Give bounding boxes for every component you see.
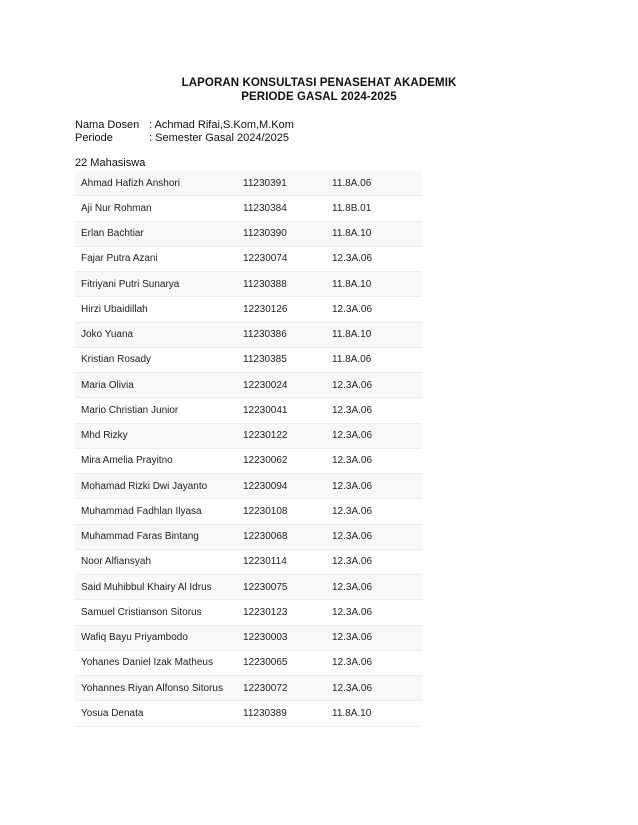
student-name: Muhammad Fadhlan Ilyasa: [81, 505, 202, 517]
student-name: Said Muhibbul Khairy Al Idrus: [81, 581, 212, 593]
student-nim: 12230122: [243, 430, 288, 442]
student-nim: 11230385: [243, 354, 287, 366]
periode-label: Periode: [75, 132, 113, 144]
student-name: Aji Nur Rohman: [81, 202, 152, 214]
student-nim: 11230388: [243, 278, 287, 290]
student-row: [75, 550, 422, 575]
student-name: Yohanes Daniel Izak Matheus: [81, 657, 213, 669]
student-nim: 12230003: [243, 632, 288, 644]
student-kelas: 12.3A.06: [332, 606, 373, 618]
periode-value: : Semester Gasal 2024/2025: [149, 132, 290, 144]
student-kelas: 12.3A.06: [332, 581, 373, 593]
student-kelas: 11.8A.10: [332, 707, 372, 719]
student-row: [75, 247, 422, 272]
report-title: [0, 76, 638, 104]
student-nim: 12230108: [243, 505, 288, 517]
student-row: [75, 171, 422, 196]
student-name: Mohamad Rizki Dwi Jayanto: [81, 480, 208, 492]
student-row: [75, 424, 422, 449]
student-kelas: 12.3A.06: [332, 404, 373, 416]
dosen-label: Nama Dosen: [75, 119, 140, 131]
student-kelas: 12.3A.06: [332, 303, 373, 315]
student-name: Muhammad Faras Bintang: [81, 531, 199, 543]
student-kelas: 12.3A.06: [332, 379, 373, 391]
student-nim: 12230062: [243, 455, 288, 467]
student-kelas: 11.8B.01: [332, 202, 372, 214]
student-row: [75, 348, 422, 373]
student-nim: 11230389: [243, 707, 287, 719]
student-nim: 12230068: [243, 531, 288, 543]
student-row: [75, 676, 422, 701]
student-row: [75, 272, 422, 297]
student-kelas: 12.3A.06: [332, 531, 373, 543]
student-kelas: 12.3A.06: [332, 253, 373, 265]
student-name: Mario Christian Junior: [81, 404, 179, 416]
student-row: [75, 626, 422, 651]
student-nim: 11230384: [243, 202, 287, 214]
report-title-line2: PERIODE GASAL 2024-2025: [241, 91, 397, 103]
student-nim: 12230041: [243, 404, 288, 416]
student-name: Erlan Bachtiar: [81, 228, 144, 240]
student-name: Mhd Rizky: [81, 430, 128, 442]
student-kelas: 11.8A.10: [332, 329, 372, 341]
student-row: [75, 297, 422, 322]
student-row: [75, 222, 422, 247]
student-kelas: 12.3A.06: [332, 632, 373, 644]
student-name: Noor Alfiansyah: [81, 556, 152, 568]
student-row: [75, 701, 422, 726]
student-nim: 12230075: [243, 581, 288, 593]
student-name: Yohannes Riyan Alfonso Sitorus: [81, 682, 223, 694]
student-row: [75, 474, 422, 499]
student-kelas: 12.3A.06: [332, 682, 373, 694]
student-kelas: 11.8A.06: [332, 177, 372, 189]
student-nim: 12230065: [243, 657, 288, 669]
student-kelas: 12.3A.06: [332, 556, 373, 568]
student-name: Kristian Rosady: [81, 354, 152, 366]
student-kelas: 11.8A.10: [332, 228, 372, 240]
report-title-line1: LAPORAN KONSULTASI PENASEHAT AKADEMIK: [181, 77, 457, 89]
student-name: Samuel Cristianson Sitorus: [81, 606, 202, 618]
student-nim: 12230123: [243, 606, 288, 618]
student-row: [75, 600, 422, 625]
student-name: Mira Amelia Prayitno: [81, 455, 173, 467]
student-name: Yosua Denata: [81, 707, 144, 719]
student-row: [75, 525, 422, 550]
student-kelas: 11.8A.10: [332, 278, 372, 290]
student-nim: 11230386: [243, 329, 287, 341]
student-row: [75, 373, 422, 398]
student-nim: 12230074: [243, 253, 288, 265]
student-nim: 12230072: [243, 682, 288, 694]
student-nim: 12230126: [243, 303, 288, 315]
student-nim: 11230390: [243, 228, 287, 240]
student-name: Ahmad Hafizh Anshori: [81, 177, 180, 189]
student-nim: 12230024: [243, 379, 288, 391]
student-row: [75, 575, 422, 600]
student-nim: 11230391: [243, 177, 287, 189]
student-row: [75, 196, 422, 221]
student-row: [75, 651, 422, 676]
student-kelas: 12.3A.06: [332, 657, 373, 669]
dosen-row: [75, 119, 294, 132]
student-name: Hirzi Ubaidillah: [81, 303, 148, 315]
student-row: [75, 499, 422, 524]
student-name: Maria Olivia: [81, 379, 134, 391]
dosen-value: : Achmad Rifai,S.Kom,M.Kom: [149, 119, 294, 131]
student-kelas: 12.3A.06: [332, 430, 373, 442]
student-row: [75, 323, 422, 348]
student-nim: 12230094: [243, 480, 288, 492]
student-kelas: 12.3A.06: [332, 480, 373, 492]
student-kelas: 11.8A.06: [332, 354, 372, 366]
student-name: Fitriyani Putri Sunarya: [81, 278, 180, 290]
report-info: [75, 119, 294, 145]
student-kelas: 12.3A.06: [332, 455, 373, 467]
student-name: Wafiq Bayu Priyambodo: [81, 632, 188, 644]
student-row: [75, 398, 422, 423]
student-row: [75, 449, 422, 474]
student-kelas: 12.3A.06: [332, 505, 373, 517]
student-name: Joko Yuana: [81, 329, 134, 341]
student-count: 22 Mahasiswa: [75, 157, 146, 169]
student-list: [75, 171, 422, 727]
student-nim: 12230114: [243, 556, 287, 568]
periode-row: [75, 132, 294, 145]
student-name: Fajar Putra Azani: [81, 253, 158, 265]
